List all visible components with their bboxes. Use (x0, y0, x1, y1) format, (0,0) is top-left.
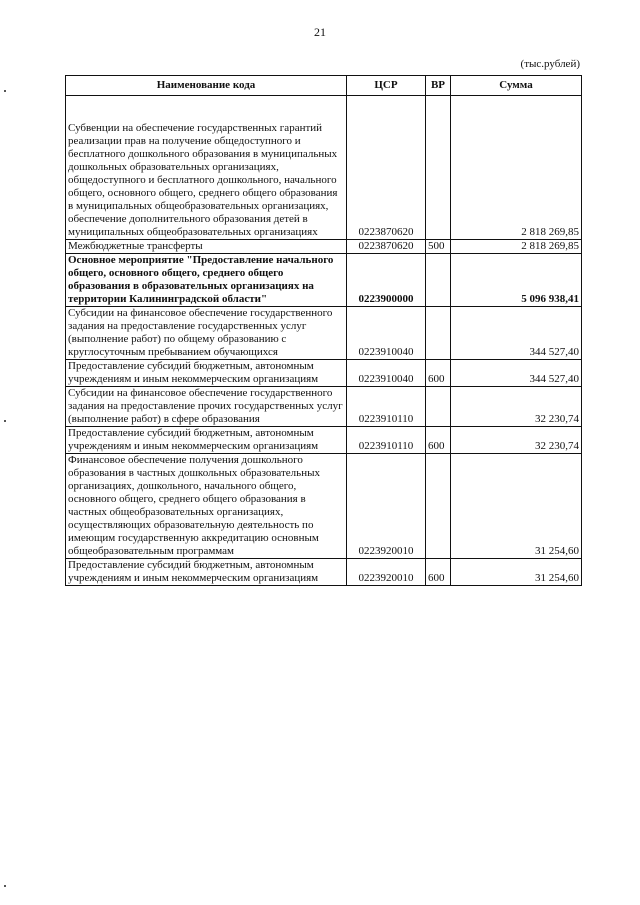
table-header-row (66, 76, 582, 96)
margin-mark (4, 90, 6, 92)
margin-mark (4, 420, 6, 422)
row-csr: 0223900000 (347, 254, 426, 307)
table-row (66, 360, 582, 387)
row-name: Субсидии на финансовое обеспечение государственного задания на предоставление прочих государственных услуг (выполнение работ) в сфере образования (66, 387, 347, 427)
row-csr: 0223910110 (347, 427, 426, 454)
row-sum: 2 818 269,85 (451, 96, 582, 240)
table-row (66, 454, 582, 559)
budget-table (65, 75, 582, 586)
units-label: (тыс.рублей) (520, 58, 580, 70)
table-row (66, 387, 582, 427)
table-row (66, 240, 582, 254)
row-sum: 31 254,60 (451, 559, 582, 586)
row-sum: 32 230,74 (451, 427, 582, 454)
row-name: Межбюджетные трансферты (66, 240, 347, 254)
column-header-sum: Сумма (451, 76, 582, 96)
row-name: Предоставление субсидий бюджетным, автономным учреждениям и иным некоммерческим организациям (66, 559, 347, 586)
row-vr (426, 387, 451, 427)
row-sum: 31 254,60 (451, 454, 582, 559)
column-header-vr: ВР (426, 76, 451, 96)
row-vr (426, 307, 451, 360)
row-csr: 0223920010 (347, 559, 426, 586)
table-row (66, 559, 582, 586)
row-csr: 0223910040 (347, 307, 426, 360)
column-header-csr: ЦСР (347, 76, 426, 96)
row-sum: 344 527,40 (451, 360, 582, 387)
row-vr (426, 454, 451, 559)
table-row (66, 96, 582, 240)
row-csr: 0223910110 (347, 387, 426, 427)
row-name: Субвенции на обеспечение государственных гарантий реализации прав на получение общедоступного и бесплатного дошкольного образования в муниципальных дошкольных образовательных организациях, общедоступного и бесплатного дошкольного, начального общего, основного общего, среднего общего образования в муниципальных общеобразовательных организациях, обеспечение дополнительного образования детей в муниципальных общеобразовательных организациях (68, 122, 338, 238)
row-vr (426, 96, 451, 240)
row-name: Субсидии на финансовое обеспечение государственного задания на предоставление государственных услуг (выполнение работ) по общему образованию с круглосуточным пребыванием обучающихся (66, 307, 347, 360)
row-vr: 600 (426, 427, 451, 454)
row-sum: 2 818 269,85 (451, 240, 582, 254)
row-name: Основное мероприятие "Предоставление начального общего, основного общего, среднего общего образования в образовательных организациях на территории Калининградской области" (66, 254, 347, 307)
table-row (66, 427, 582, 454)
row-sum: 5 096 938,41 (451, 254, 582, 307)
row-sum: 344 527,40 (451, 307, 582, 360)
table-row-section (66, 254, 582, 307)
row-vr (426, 254, 451, 307)
column-header-name: Наименование кода (66, 76, 347, 96)
row-name: Предоставление субсидий бюджетным, автономным учреждениям и иным некоммерческим организациям (66, 427, 347, 454)
row-csr: 0223870620 (347, 96, 426, 240)
row-csr: 0223870620 (347, 240, 426, 254)
row-vr: 600 (426, 360, 451, 387)
page-number: 21 (314, 25, 326, 39)
table-row (66, 307, 582, 360)
row-csr: 0223920010 (347, 454, 426, 559)
row-vr: 500 (426, 240, 451, 254)
row-csr: 0223910040 (347, 360, 426, 387)
row-name: Предоставление субсидий бюджетным, автономным учреждениям и иным некоммерческим организациям (66, 360, 347, 387)
row-vr: 600 (426, 559, 451, 586)
row-sum: 32 230,74 (451, 387, 582, 427)
row-name: Финансовое обеспечение получения дошкольного образования в частных дошкольных образовательных организациях, дошкольного, начального общего, основного общего, среднего общего образования в частных общеобразовательных организациях, осуществляющих образовательную деятельность по имеющим государственную аккредитацию основным общеобразовательным программам (66, 454, 347, 559)
row-name-cell (66, 96, 347, 240)
margin-mark (4, 885, 6, 887)
